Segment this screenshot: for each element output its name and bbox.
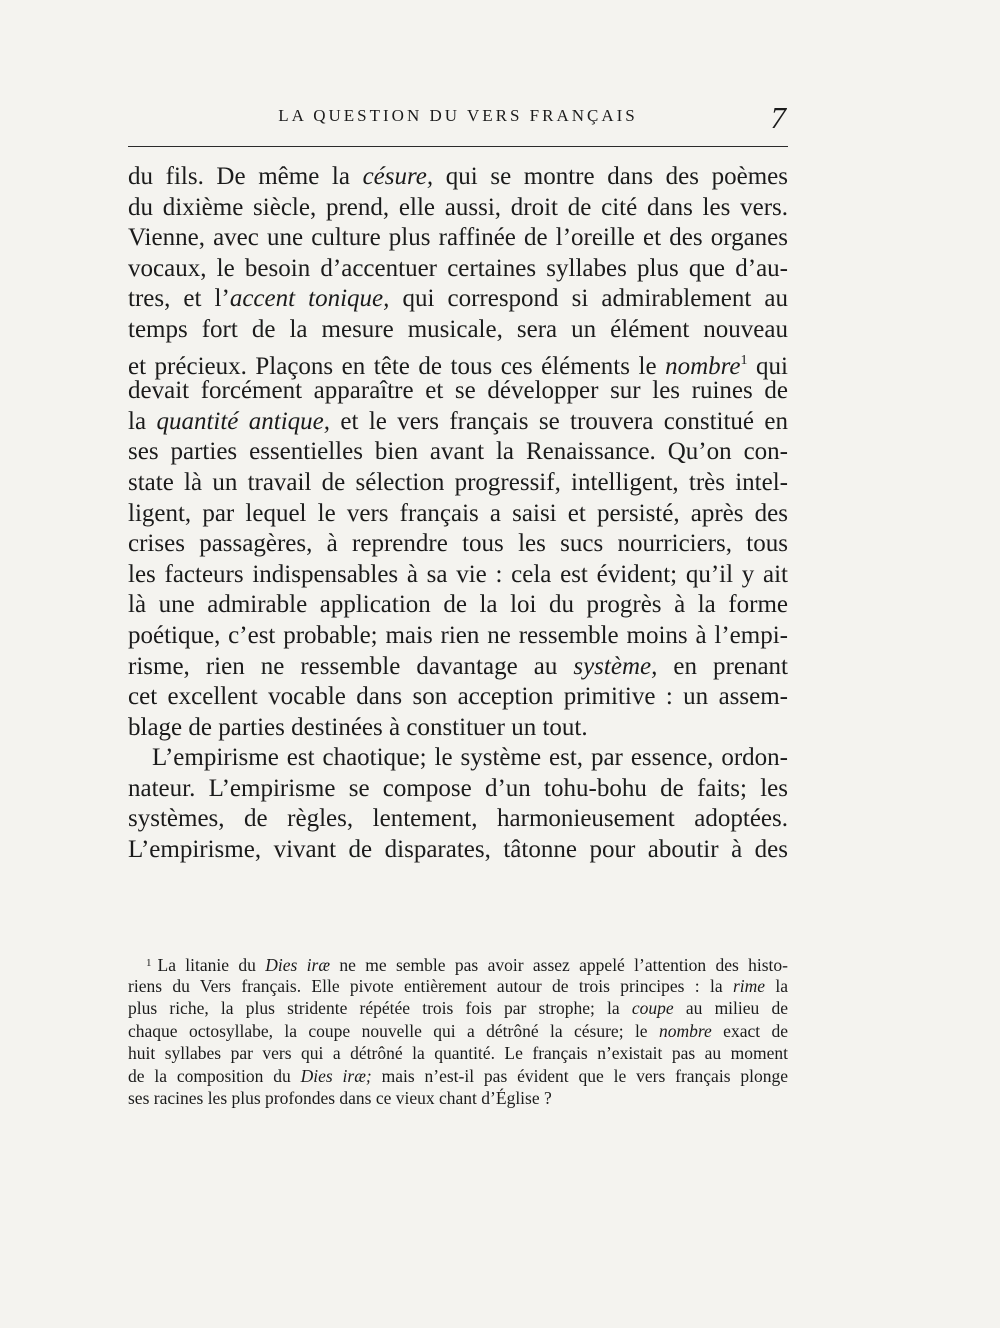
running-head <box>128 100 788 147</box>
text-line: L’empirisme, vivant de disparates, tâtonne pour aboutir à des <box>128 836 788 864</box>
text-line: Vienne, avec une culture plus raffinée de l’oreille et des organes <box>128 224 788 252</box>
text-line: du fils. De même la césure, qui se montre dans des poèmes <box>128 163 788 190</box>
text-line: poétique, c’est probable; mais rien ne ressemble moins à l’empi- <box>128 621 788 649</box>
text-line: les facteurs indispensables à sa vie : cela est évident; qu’il y ait <box>128 560 788 588</box>
emphasis: césure, <box>362 163 434 190</box>
text-line: cet excellent vocable dans son acception primitive : un assem- <box>128 683 788 711</box>
footnote-marker: 1 <box>146 957 152 969</box>
body-text <box>128 162 788 866</box>
footnote-line: huit syllabes par vers qui a détrôné la quantité. Le français n’existait pas au moment <box>128 1043 788 1063</box>
emphasis: système, <box>573 652 658 680</box>
text-line: là une admirable application de la loi du progrès à la forme <box>128 591 788 619</box>
text-line: systèmes, de règles, lentement, harmonieusement adoptées. <box>128 805 788 833</box>
emphasis: quantité antique, <box>156 407 331 435</box>
page-number: 7 <box>770 100 786 135</box>
emphasis: accent tonique, <box>229 285 390 313</box>
text-line: et précieux. Plaçons en tête de tous ces éléments le nombre$^1$ qui <box>128 352 788 380</box>
emphasis: rime <box>732 975 766 996</box>
footnote-reference: 1 <box>740 352 748 368</box>
footnote-line: ses racines les plus profondes dans ce vieux chant d’Église ? <box>128 1088 552 1108</box>
footnote-line: chaque octosyllabe, la coupe nouvelle qui a détrôné la césure; le nombre exact de <box>128 1020 789 1041</box>
text-line: L’empirisme est chaotique; le système est, par essence, ordon- <box>152 744 788 772</box>
text-line: vocaux, le besoin d’accentuer certaines syllabes plus que d’au- <box>128 254 788 282</box>
text-line: du dixième siècle, prend, elle aussi, droit de cité dans les vers. <box>128 193 788 221</box>
emphasis: Dies iræ <box>265 955 331 975</box>
text-line: ligent, par lequel le vers français a saisi et persisté, après des <box>128 499 788 527</box>
text-line: ses parties essentielles bien avant la Renaissance. Qu’on con- <box>128 438 788 466</box>
footnote-line: plus riche, la plus stridente répétée trois fois par strophe; la coupe au milieu de <box>128 998 788 1018</box>
footnote-line: de la composition du Dies iræ; mais n’est-il pas évident que le vers français plonge <box>128 1065 788 1086</box>
text-line: risme, rien ne ressemble davantage au système, en prenant <box>128 652 788 680</box>
text-line: nateur. L’empirisme se compose d’un tohu-bohu de faits; les <box>128 774 788 802</box>
text-line: blage de parties destinées à constituer un tout. <box>128 713 588 741</box>
text-line: tres, et l’accent tonique, qui correspond si admirablement au <box>128 285 788 313</box>
emphasis: Dies iræ; <box>300 1065 372 1086</box>
emphasis: nombre <box>665 352 741 380</box>
text-line: la quantité antique, et le vers français se trouvera constitué en <box>128 407 788 435</box>
emphasis: nombre <box>658 1020 712 1041</box>
footnote-line: $^1$ La litanie du Dies iræ ne me semble pas avoir assez appelé l’attention des histo- <box>146 955 788 975</box>
text-line: state là un travail de sélection progressif, intelligent, très intel- <box>128 468 788 496</box>
footnote <box>128 952 788 1110</box>
text-line: temps fort de la mesure musicale, sera un élément nouveau <box>128 315 788 343</box>
text-line: crises passagères, à reprendre tous les sucs nourriciers, tous <box>128 530 788 558</box>
emphasis: coupe <box>631 998 674 1018</box>
text-line: devait forcément apparaître et se développer sur les ruines de <box>128 377 788 405</box>
running-title: LA QUESTION DU VERS FRANÇAIS <box>278 106 638 125</box>
footnote-line: riens du Vers français. Elle pivote entièrement autour de trois principes : la rime la <box>128 975 788 996</box>
